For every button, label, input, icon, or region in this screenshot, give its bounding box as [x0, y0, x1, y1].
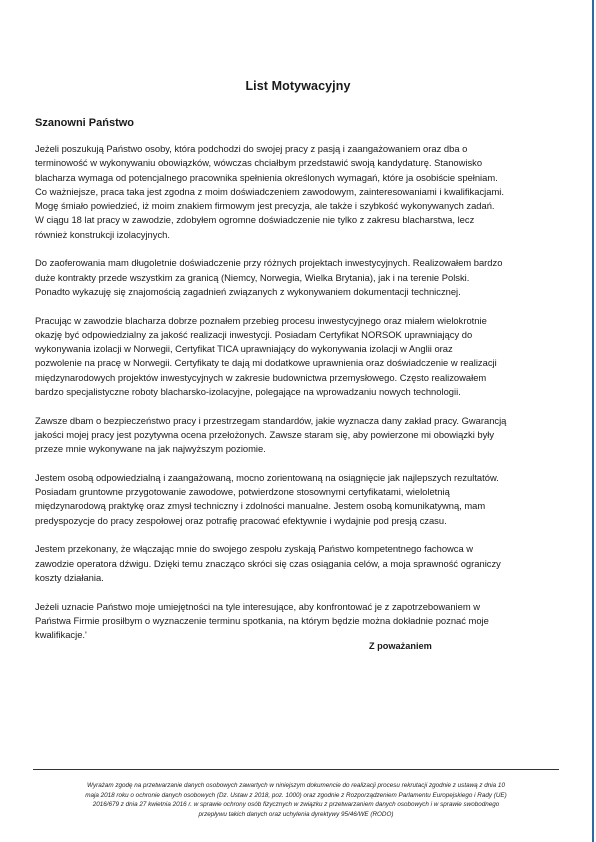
accent-rule — [592, 0, 594, 842]
paragraph-personal-qualities: Jestem osobą odpowiedzialną i zaangażowaną, mocno zorientowaną na osiągnięcie jak najlepszych rezultatów. Posiadam gruntowne przygotowanie zawodowe, potwierdzone stosownymi certyfikatami, wieloletnią międzynarodową praktykę oraz zmysł techniczny i zdolności manualne. Jestem osobą komunikatywną, mam predyspozycje do pracy zespołowej oraz potrafię pracować efektywnie i wydajnie pod presją czasu. — [35, 471, 499, 526]
letter-body — [35, 142, 557, 657]
gdpr-clause: Wyrażam zgodę na przetwarzanie danych osobowych zawartych w niniejszym dokumencie do realizacji procesu rekrutacji zgodnie z ustawą z dnia 10 maja 2018 roku o ochronie danych osobowych (Dz. Ustaw z 2018, poz. 1000) oraz zgodnie z Rozporządzeniem Parlamentu Europejskiego i Rady (UE) 2016/679 z dnia 27 kwietnia 2016 r. w sprawie ochrony osób fizycznych w związku z przetwarzaniem danych osobowych i w sprawie swobodnego przepływu takich danych oraz uchylenia dyrektywy 95/46/WE (RODO) — [85, 782, 507, 818]
paragraph-experience: Do zaoferowania mam długoletnie doświadczenie przy różnych projektach inwestycyjnych. Realizowałem bardzo duże kontrakty przede wszystkim za granicą (Niemcy, Norwegia, Wielka Brytania), jak i na terenie Polski. Ponadto wykazuję się znajomością zagadnień związanych z wykonywaniem dokumentacji technicznej. — [35, 257, 503, 297]
paragraph-safety: Zawsze dbam o bezpieczeństwo pracy i przestrzegam standardów, jakie wyznacza dany zakład pracy. Gwarancją jakości mojej pracy jest pozytywna ocena przełożonych. Zawsze staram się, aby powierzone mi obowiązki były przeze mnie wykonywane na jak najwyższym poziomie. — [35, 414, 507, 455]
document-title: List Motywacyjny — [245, 79, 351, 93]
closing-salutation: Z poważaniem — [369, 641, 432, 651]
greeting: Szanowni Państwo — [35, 117, 135, 129]
paragraph-intro: Jeżeli poszukują Państwo osoby, która podchodzi do swojej pracy z pasją i zaangażowaniem oraz dba o terminowość w wykonywaniu obowiązków, wówczas chciałbym przedstawić swoją kandydaturę. Stanowisko blacharza wymaga od potencjalnego pracownika spełnienia określonych wymagań, które ja osobiście spełniam. Co ważniejsze, praca taka jest zgodna z moim doświadczeniem zawodowym, zainteresowaniami i kwalifikacjami. Mogę śmiało powiedzieć, iż moim znakiem firmowym jest precyzja, ale także i szybkość wykonywanych zadań. W ciągu 18 lat pracy w zawodzie, zdobyłem ogromne doświadczenie nie tylko z zakresu blacharstwa, lecz również konstrukcji izolacyjnych. — [35, 143, 504, 240]
paragraph-value: Jestem przekonany, że włączając mnie do swojego zespołu zyskają Państwo kompetentnego fachowca w zawodzie operatora dźwigu. Dzięki temu znacząco skróci się czas osiągania celów, a moja sprawność ograniczy koszty działania. — [35, 543, 501, 583]
paragraph-certificates: Pracując w zawodzie blacharza dobrze poznałem przebieg procesu inwestycyjnego oraz miałem wielokrotnie okazję być odpowiedzialny za jakość realizacji inwestycji. Posiadam Certyfikat NORSOK uprawniający do wykonywania izolacji w Norwegii, Certyfikat TICA uprawniający do wykonywania izolacji w Anglii oraz pozwolenie na pracę w Norwegii. Certyfikaty te dają mi dodatkowe uprawnienia oraz doświadczenie w realizacji międzynarodowych projektów inwestycyjnych w zakresie budownictwa przemysłowego. Często realizowałem bardzo specjalistyczne roboty blacharsko-izolacyjne, polegające na wprowadzaniu nowych technologii. — [35, 314, 497, 398]
footer-divider — [33, 769, 559, 770]
paragraph-meeting-request: Jeżeli uznacie Państwo moje umiejętności na tyle interesujące, aby konfrontować je z zapotrzebowaniem w Państwa Firmie prosiłbym o wyznaczenie terminu spotkania, na którym będzie można dokładnie poznać moje kwalifikacje.' — [35, 600, 489, 641]
